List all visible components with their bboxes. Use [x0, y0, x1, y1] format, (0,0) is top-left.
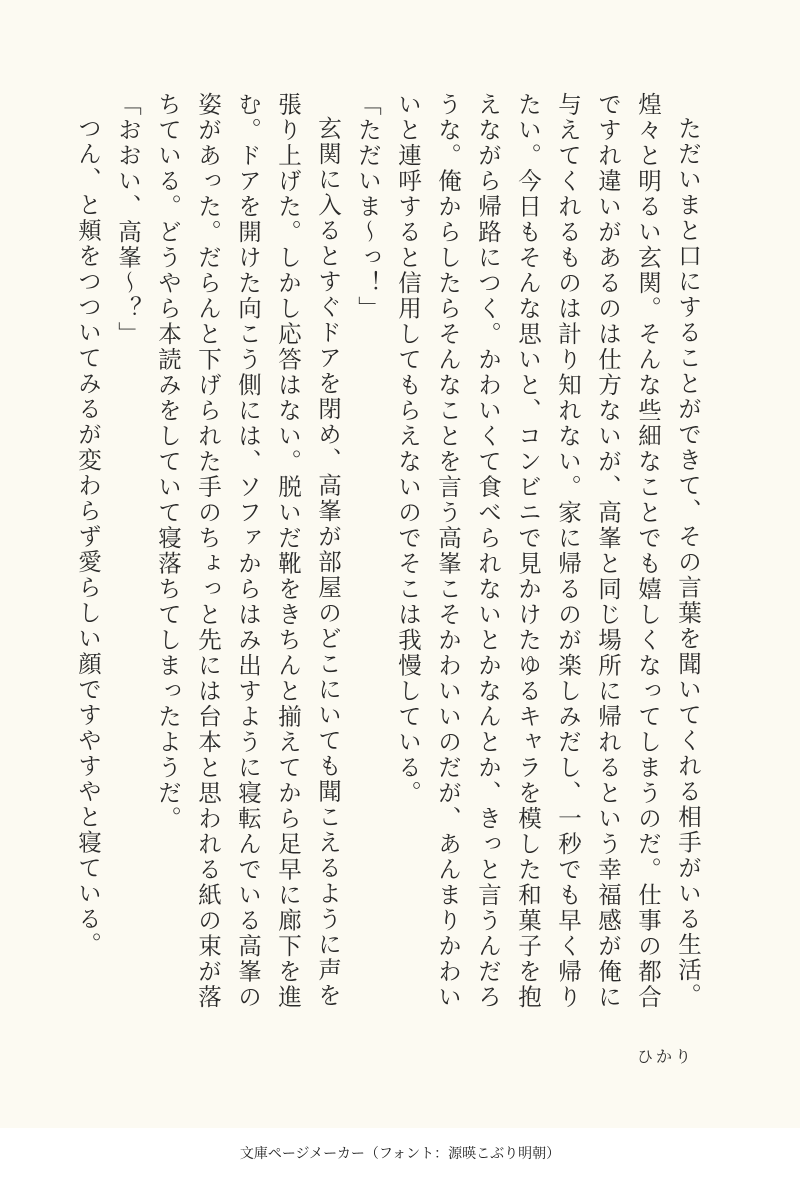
story-body	[68, 92, 708, 1022]
author-name: ひかり	[636, 1047, 694, 1066]
footer-credit: 文庫ページメーカー（フォント：源暎こぶり明朝）	[0, 1128, 800, 1178]
paragraph-narration-2: 玄関に入るとすぐドアを閉め、高峯が部屋のどこにいても聞こえるように声を張り上げた。しかし応答はない。脱いだ靴をきちんと揃えてから足早に廊下を進む。ドアを開けた向こう側には、ソファからはみ出すように寝転んでいる高峯の姿があった。だらんと下げられた手のちょっと先には台本と思われる紙の束が落ちている。どうやら本読みをしていて寝落ちてしまったようだ。	[154, 92, 342, 1010]
paragraph-dialogue-1: 「ただいま〜っ！」	[354, 92, 382, 322]
paragraph-narration-3: つん、と頬をつついてみるが変わらず愛らしい顔ですやすやと寝ている。	[74, 115, 102, 957]
paragraph-dialogue-2: 「おおい、高峯〜？」	[114, 92, 142, 347]
paragraph-narration-1: ただいまと口にすることができて、その言葉を聞いてくれる相手がいる生活。煌々と明るい玄関。そんな些細なことでも嬉しくなってしまうのだ。仕事の都合ですれ違いがあるのは仕方ないが、高峯と同じ場所に帰れるという幸福感が俺に与えてくれるものは計り知れない。家に帰るのが楽しみだし、一秒でも早く帰りたい。今日もそんな思いと、コンビニで見かけたゆるキャラを模した和菓子を抱えながら帰路につく。かわいくて食べられないとかなんとか、きっと言うんだろうな。俺からしたらそんなことを言う高峯こそかわいいのだが、あんまりかわいいと連呼すると信用してもらえないのでそこは我慢している。	[394, 92, 702, 1010]
